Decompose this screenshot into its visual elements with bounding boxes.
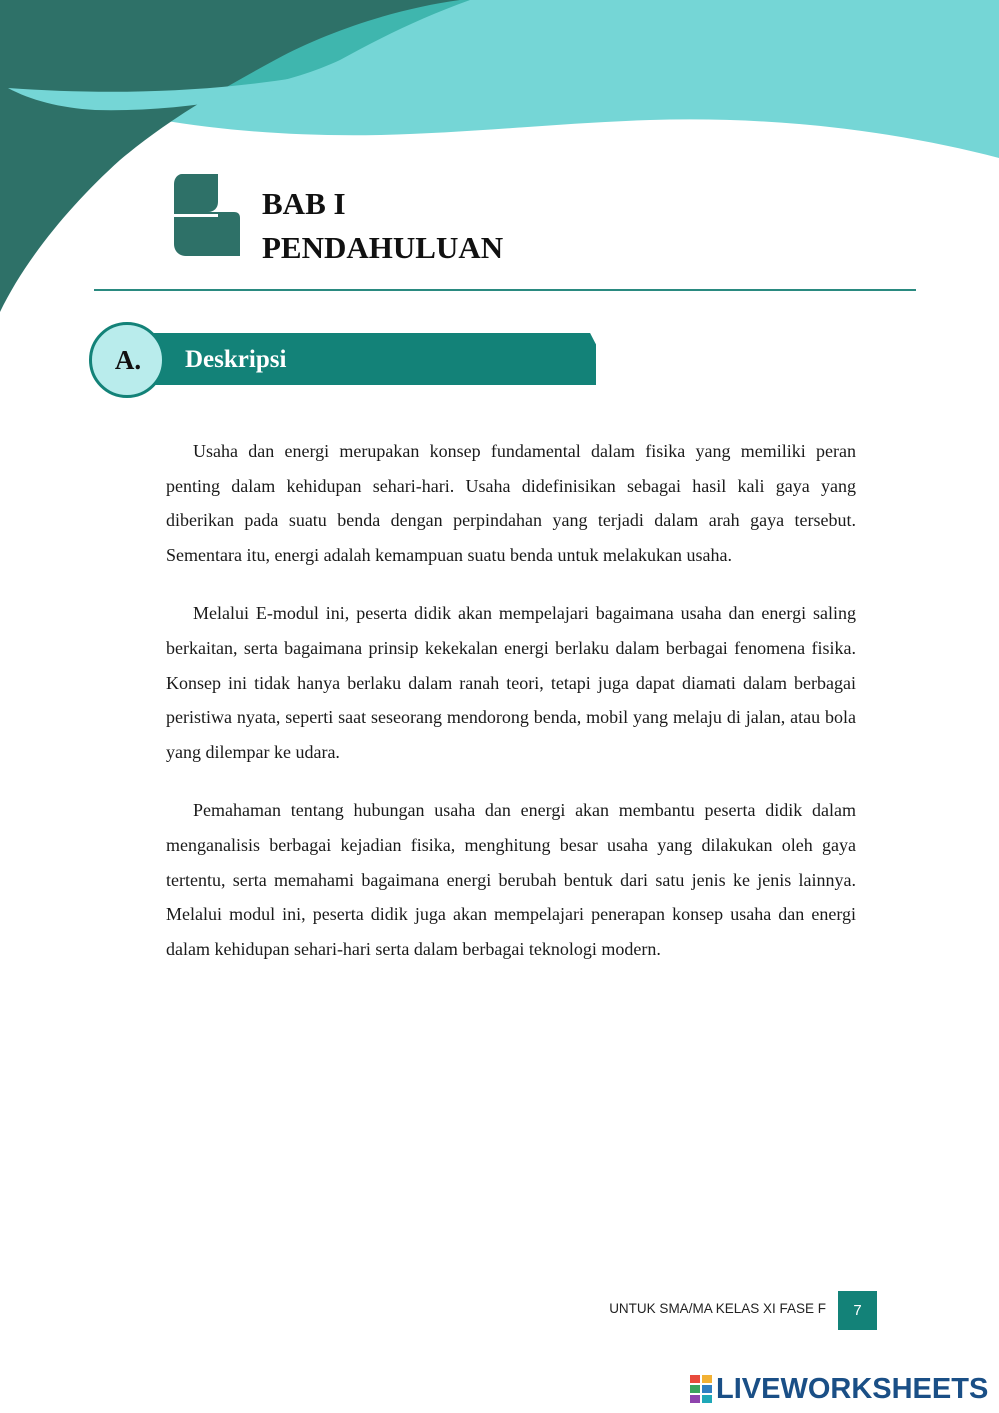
page-number: 7 xyxy=(838,1291,877,1330)
chapter-heading xyxy=(262,182,503,270)
heading-divider xyxy=(94,289,916,291)
section-letter-badge xyxy=(89,322,165,398)
paragraph-1: Usaha dan energi merupakan konsep fundamental dalam fisika yang memiliki peran penting dalam kehidupan sehari-hari. Usaha didefinisikan sebagai hasil kali gaya yang diberikan pada suatu benda dengan perpindahan yang terjadi dalam arah gaya tersebut. Sementara itu, energi adalah kemampuan suatu benda untuk melakukan usaha. xyxy=(166,441,856,565)
paragraph-3: Pemahaman tentang hubungan usaha dan energi akan membantu peserta didik dalam menganalisis berbagai kejadian fisika, menghitung besar usaha yang dilakukan oleh gaya tertentu, serta memahami bagaimana energi berubah bentuk dari satu jenis ke jenis lainnya. Melalui modul ini, peserta didik juga akan mempelajari penerapan konsep usaha dan energi dalam kehidupan sehari-hari serta dalam berbagai teknologi modern. xyxy=(166,800,856,959)
chapter-number: BAB I xyxy=(262,186,346,221)
footer-label: UNTUK SMA/MA KELAS XI FASE F xyxy=(609,1301,826,1316)
liveworksheets-watermark xyxy=(690,1372,988,1406)
description-body xyxy=(166,434,856,990)
paragraph-2: Melalui E-modul ini, peserta didik akan mempelajari bagaimana usaha dan energi saling berkaitan, serta bagaimana prinsip kekekalan energi berlaku dalam berbagai fenomena fisika. Konsep ini tidak hanya berlaku dalam ranah teori, tetapi juga dapat diamati dalam berbagai peristiwa nyata, seperti saat seseorang mendorong benda, mobil yang melaju di jalan, atau bola yang dilempar ke udara. xyxy=(166,603,856,762)
liveworksheets-logo-icon xyxy=(690,1375,712,1403)
section-title: Deskripsi xyxy=(185,346,287,373)
chapter-title: PENDAHULUAN xyxy=(262,230,504,265)
liveworksheets-text: LIVEWORKSHEETS xyxy=(716,1372,989,1405)
section-letter: A. xyxy=(114,344,142,375)
header-wave-decoration xyxy=(0,0,999,330)
chapter-bookmark-icon xyxy=(174,174,240,256)
